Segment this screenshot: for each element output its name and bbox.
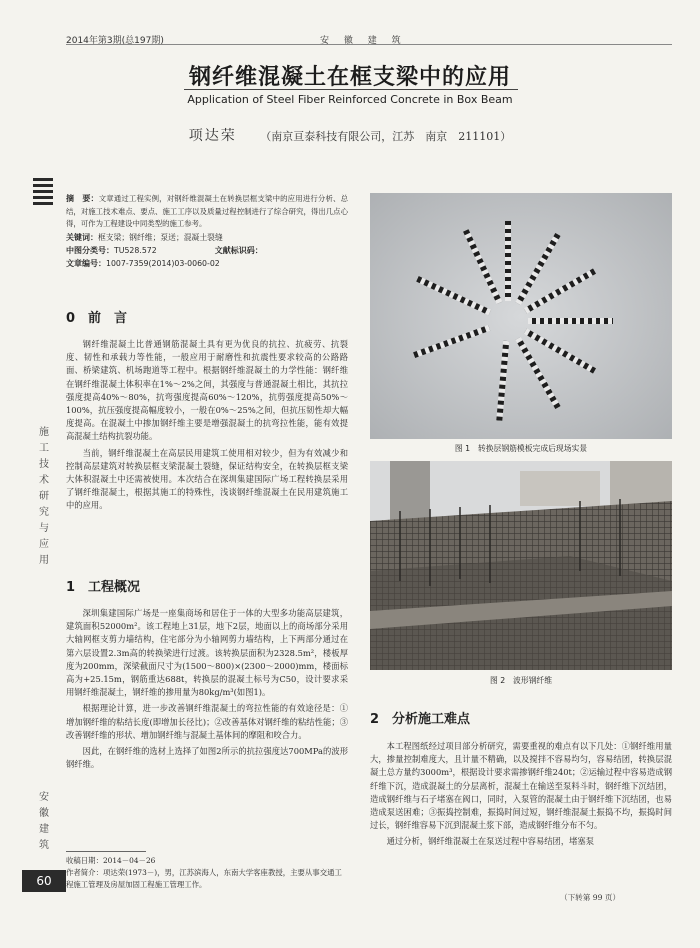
article-title-en: Application of Steel Fiber Reinforced Concrete in Box Beam xyxy=(187,93,513,106)
article-title: 钢纤维混凝土在框支梁中的应用 xyxy=(188,65,511,90)
paragraph: 根据理论计算，进一步改善钢纤维混凝土的弯拉性能的有效途径是：①增加钢纤维的粘结长度(即增加长径比)；②改善基体对钢纤维的粘结性能；③改善钢纤维的形状、增加钢纤维与混凝土基体间的摩阻和咬合力。 xyxy=(66,703,348,740)
paragraph: 当前，钢纤维混凝土在高层民用建筑工使用相对较少，但为有效减少和控制高层建筑对转换层框支梁混凝土裂缝，保证结构安全，在转换层框支梁大体积混凝土中还需被使用。本次结合在深圳集建国际广场工程转换层采用了钢纤维混凝土，根据其施工的特殊性，浅谈钢纤维混凝土在民用建筑施工中的应用。 xyxy=(66,447,348,511)
received-date: 收稿日期：2014－04－26 xyxy=(66,856,156,865)
abstract-text: 文章通过工程实例，对钢纤维混凝土在转换层框支梁中的应用进行分析、总结，对施工技术难点、要点、施工工序以及质量过程控制进行了综合研究，得出几点心得，可作为工程建设中同类型的施工参考。 xyxy=(66,194,348,228)
author-name: 项达荣 xyxy=(188,128,237,144)
paragraph: 本工程图纸经过项目部分析研究，需要重视的难点有以下几处：①钢纤维用量大，掺量控制难度大，且计量不精确，以及搅拌不容易均匀，容易结团，转换层混凝土总方量约3000m³，根据设计要求需掺钢纤维240t；②运输过程中容易造成钢纤维下沉，造成混凝土的分层离析，混凝土在输送至泵料斗时，钢纤维下沉结团，造成钢纤维与石子堵塞在阀口，同时，入泵管的混凝土由于钢纤维下沉结团，也易造成泵送困难；③振捣控制难，振捣时间过短，钢纤维混凝土振捣不均，振捣时间过长，钢纤维容易下沉到混凝土浆下部，造成钢纤维分布不匀。 xyxy=(370,741,672,831)
section-heading-0: 0 前 言 xyxy=(66,311,128,326)
title-underline xyxy=(184,89,518,90)
classification-line: 中图分类号：TU528.572 文献标识码： xyxy=(66,245,263,255)
author-affiliation: （南京亘泰科技有限公司，江苏 南京 211101） xyxy=(260,130,512,143)
continued-note: （下转第 99 页） xyxy=(560,893,621,902)
section-1-body xyxy=(66,607,348,774)
author-bio: 作者简介：项达荣(1973－)，男，江苏滨海人，东南大学客座教授，主要从事交通工程施工管理及房屋加固工程施工管理工作。 xyxy=(66,868,342,889)
footnote-rule xyxy=(66,851,146,852)
abstract-marker-icon xyxy=(33,178,53,210)
figure-2-photo xyxy=(370,461,672,670)
keywords-line: 关键词：框支梁；钢纤维；泵送；混凝土裂缝 xyxy=(66,232,223,242)
figure-1-photo xyxy=(370,193,672,439)
figure-2-caption: 图 2 波形钢纤维 xyxy=(489,676,553,685)
paragraph: 因此，在钢纤维的选材上选择了如图2所示的抗拉强度达700MPa的波形钢纤维。 xyxy=(66,746,348,770)
construction-site-image xyxy=(370,461,672,670)
paragraph: 深圳集建国际广场是一座集商场和居住于一体的大型多功能高层建筑，建筑面积52000m²。该工程地上31层，地下2层，地面以上的商场部分采用大轴网框支剪力墙结构，住宅部分为小轴网剪力墙结构，上下两部分通过在第六层设置2.3m高的转换梁进行过渡。该转换层面积为2328.5m²，楼板厚度为200mm，深梁截面尺寸为(1500～800)×(2300～2000)mm，楼面标高为+25.15m，钢筋重达688t，转换层的混凝土标号为C50，设计要求采用钢纤维混凝土，钢纤维的掺用量为80kg/m³(如图1)。 xyxy=(66,608,348,698)
header-rule xyxy=(66,44,672,45)
abstract-label: 摘 要： xyxy=(66,194,99,203)
paragraph: 钢纤维混凝土比普通钢筋混凝土具有更为优良的抗拉、抗疲劳、抗裂度、韧性和承载力等性能，一般应用于耐磨性和抗震性要求较高的公路路面、桥梁建筑、机场跑道等工程中。根据钢纤维混凝土的力学性能：钢纤维在钢纤维混凝土体积率在1%～2%之间，其强度与普通混凝土相比，其抗拉强度提高40%～80%，抗弯强度提高60%～120%，抗剪强度提高50%～100%，抗压强度提高幅度较小，一般在0%～25%之间，但抗压韧性却大幅度提高。在混凝土中掺加钢纤维主要是增强混凝土的抗弯拉性能，能有效提高混凝土结构抗裂功能。 xyxy=(66,339,348,442)
abstract-block xyxy=(66,193,348,270)
issue-info: 2014年第3期(总197期) xyxy=(66,36,164,46)
journal-side-tag: 安徽建筑 xyxy=(39,792,49,851)
section-heading-1: 1 工程概况 xyxy=(66,580,141,595)
article-number-line: 文章编号：1007-7359(2014)03-0060-02 xyxy=(66,258,220,268)
paragraph: 通过分析，钢纤维混凝土在泵送过程中容易结团，堵塞泵 xyxy=(386,836,595,847)
section-0-body xyxy=(66,338,348,516)
section-heading-2: 2 分析施工难点 xyxy=(370,712,471,727)
figure-1-caption: 图 1 转换层钢筋模板完成后现场实景 xyxy=(454,444,588,453)
column-tag: 施工技术研究与应用 xyxy=(39,427,49,566)
page-number: 60 xyxy=(22,870,66,892)
footnote xyxy=(66,855,348,891)
journal-name: 安 徽 建 筑 xyxy=(320,36,407,46)
steel-fibers-image xyxy=(370,193,672,439)
section-2-body xyxy=(370,740,672,852)
author-line xyxy=(0,125,700,145)
running-header xyxy=(0,0,700,44)
keywords: 框支梁；钢纤维；泵送；混凝土裂缝 xyxy=(98,232,223,242)
